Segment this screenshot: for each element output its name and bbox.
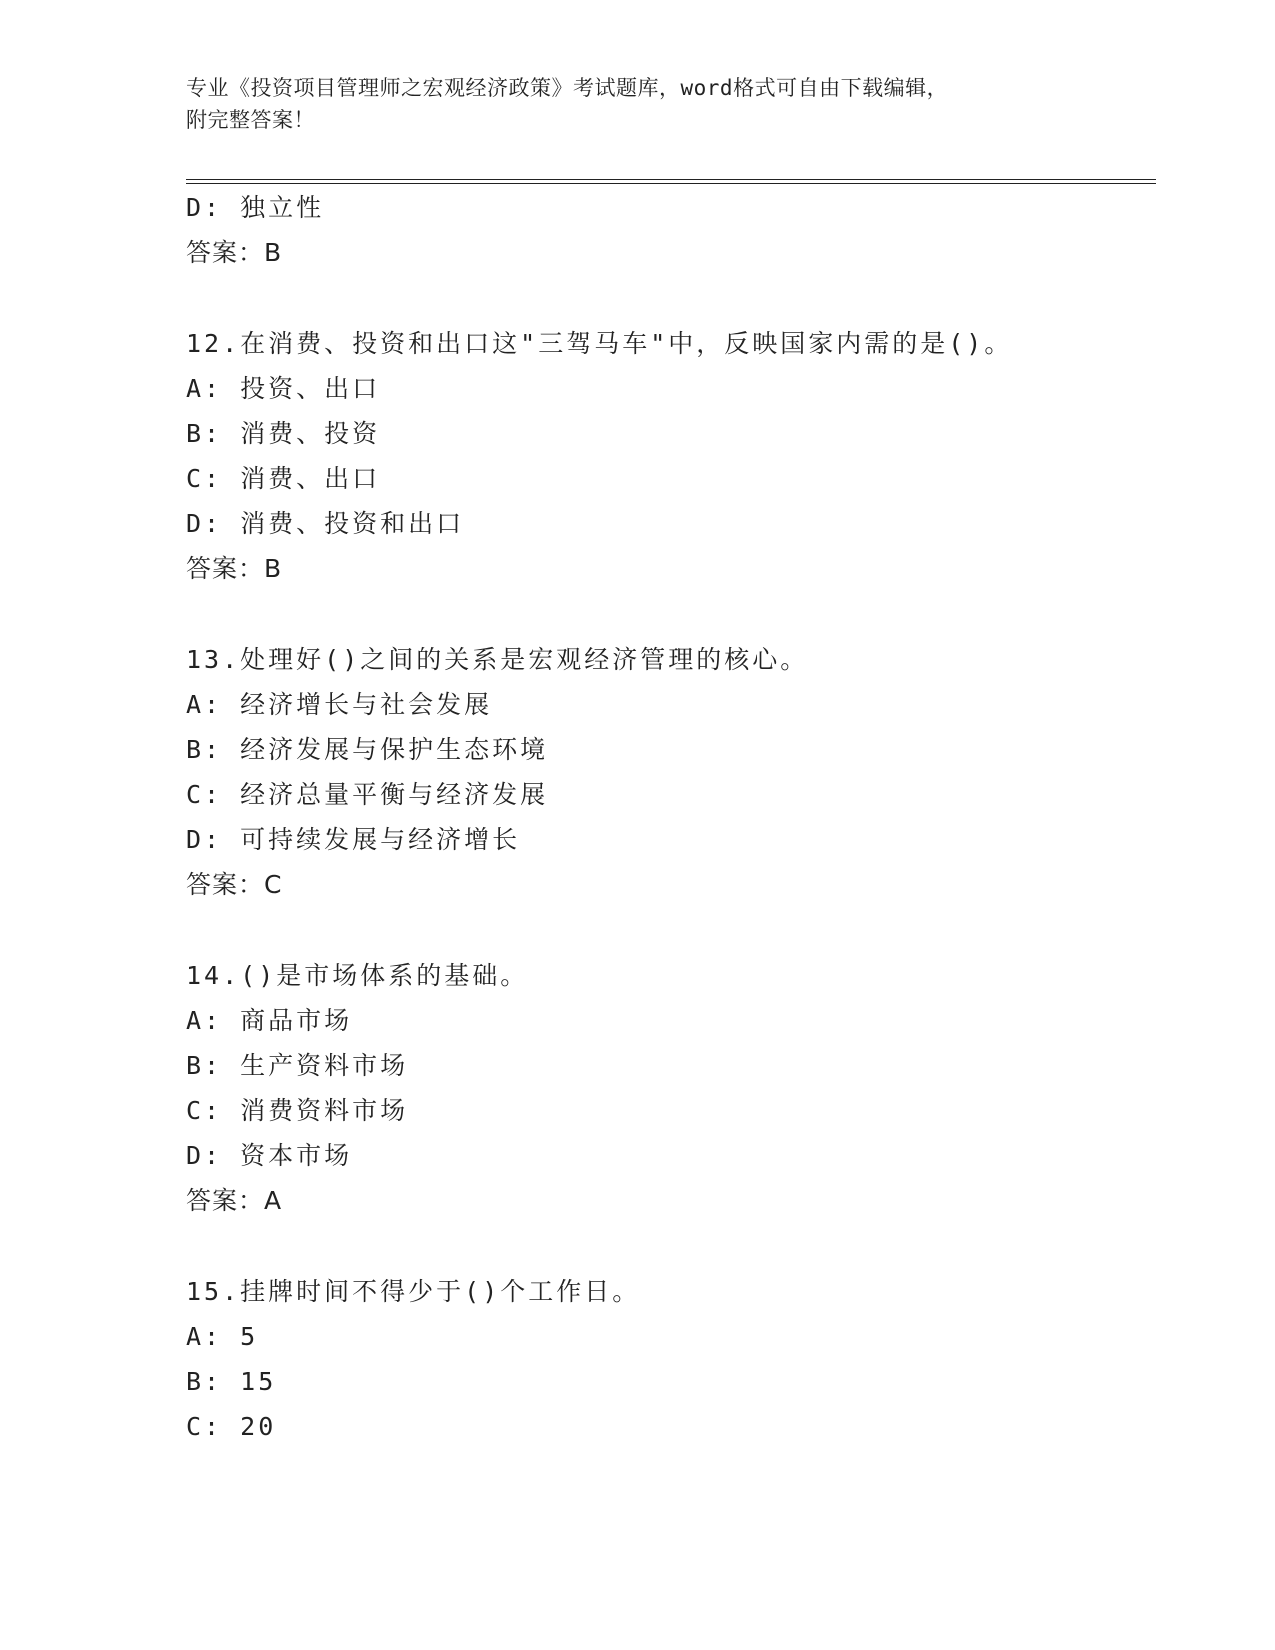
question-12-option-b: B: 消费、投资 <box>186 419 381 448</box>
document-header <box>186 72 1086 136</box>
question-14-answer: 答案：A <box>186 1186 283 1215</box>
question-15-option-c: C: 20 <box>186 1412 277 1441</box>
question-14-option-c: C: 消费资料市场 <box>186 1096 409 1125</box>
question-13-option-a: A: 经济增长与社会发展 <box>186 690 493 719</box>
question-12-option-d: D: 消费、投资和出口 <box>186 509 465 538</box>
question-12-option-c: C: 消费、出口 <box>186 464 381 493</box>
question-15-stem: 15.挂牌时间不得少于()个工作日。 <box>186 1277 641 1306</box>
question-12-answer: 答案：B <box>186 554 283 583</box>
question-14-option-d: D: 资本市场 <box>186 1141 353 1170</box>
question-15-option-a: A: 5 <box>186 1322 259 1351</box>
question-13-option-b: B: 经济发展与保护生态环境 <box>186 735 549 764</box>
question-13-option-c: C: 经济总量平衡与经济发展 <box>186 780 549 809</box>
question-13-stem: 13.处理好()之间的关系是宏观经济管理的核心。 <box>186 645 809 674</box>
question-14-option-b: B: 生产资料市场 <box>186 1051 409 1080</box>
question-12-option-a: A: 投资、出口 <box>186 374 381 403</box>
header-divider-bottom <box>186 183 1156 184</box>
header-line-2: 附完整答案！ <box>186 108 315 132</box>
carryover-answer: 答案：B <box>186 238 283 267</box>
header-line-1: 专业《投资项目管理师之宏观经济政策》考试题库，word格式可自由下载编辑， <box>186 76 949 100</box>
question-13-answer: 答案：C <box>186 870 283 899</box>
question-15-option-b: B: 15 <box>186 1367 277 1396</box>
header-divider-top <box>186 179 1156 180</box>
question-14-stem: 14.()是市场体系的基础。 <box>186 961 529 990</box>
question-14-option-a: A: 商品市场 <box>186 1006 353 1035</box>
question-12-stem: 12.在消费、投资和出口这"三驾马车"中，反映国家内需的是()。 <box>186 329 1013 358</box>
question-13-option-d: D: 可持续发展与经济增长 <box>186 825 521 854</box>
carryover-option-d: D: 独立性 <box>186 193 325 222</box>
